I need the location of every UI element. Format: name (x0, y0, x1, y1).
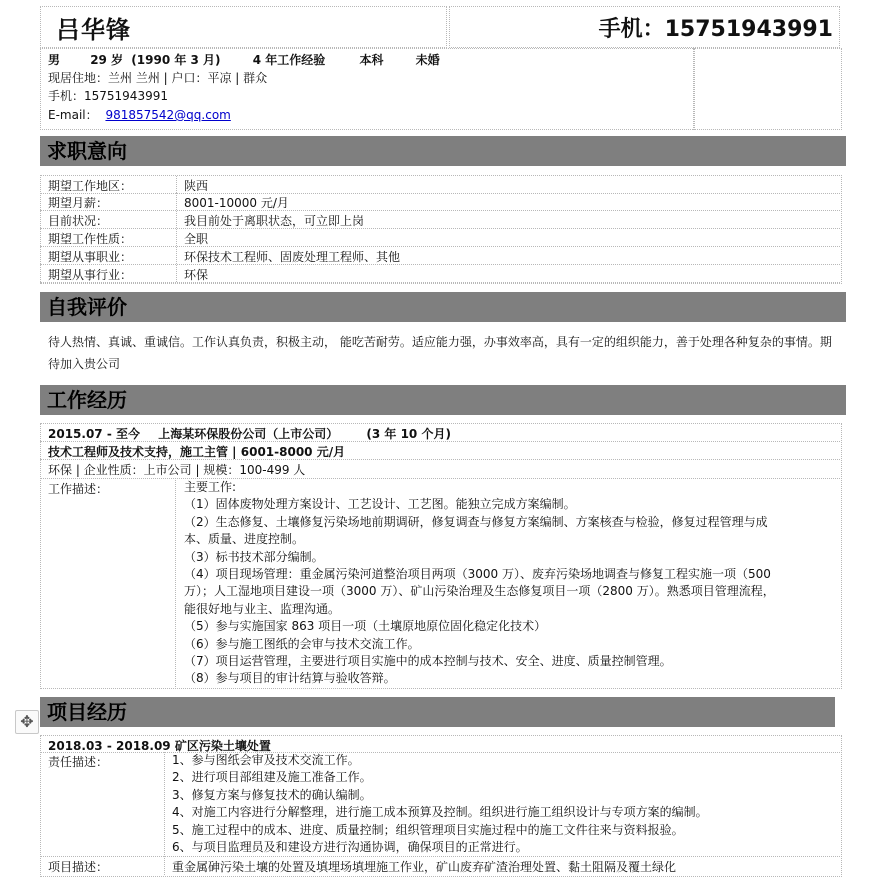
section-project-experience: 项目经历 (40, 697, 835, 727)
work-desc-line: 本、质量、进度控制。 (184, 532, 305, 547)
birth: (1990 年 3 月) (131, 53, 221, 67)
resp-line: 6、与项目监理员及和建设方进行沟通协调，确保项目的正常进行。 (172, 840, 528, 855)
intent-key: 期望工作性质： (48, 232, 133, 246)
intent-key: 期望从事行业： (48, 268, 133, 282)
intent-value: 全职 (184, 232, 209, 246)
basic-summary (48, 51, 440, 68)
project-header: 2018.03 - 2018.09 矿区污染土壤处置 (48, 739, 271, 753)
work-desc-line: （2）生态修复、土壤修复污染场地前期调研，修复调查与修复方案编制、方案核查与检验，修复过程管理与成 (184, 514, 768, 529)
email-link[interactable]: 981857542@qq.com (105, 108, 231, 122)
intent-key: 目前状况： (48, 214, 109, 228)
work-desc-line: （5）参与实施国家 863 项目一项（土壤原地原位固化稳定化技术） (184, 619, 547, 634)
work-desc-line: （1）固体废物处理方案设计、工艺设计、工艺图。能独立完成方案编制。 (184, 497, 576, 512)
project-desc-label: 项目描述： (48, 860, 109, 874)
work-description (184, 479, 775, 688)
work-desc-line: 能很好地与业主、监理沟通。 (184, 601, 341, 616)
intent-key: 期望从事职业： (48, 250, 133, 264)
work-header (48, 425, 451, 442)
section-work-experience: 工作经历 (40, 385, 846, 415)
work-desc-label: 工作描述： (48, 482, 109, 496)
intent-value: 陕西 (184, 179, 209, 193)
move-handle-icon[interactable]: ✥ (15, 710, 39, 734)
work-duration: (3 年 10 个月) (366, 427, 451, 441)
resp-line: 4、对施工内容进行分解整理，进行施工成本预算及控制。组织进行施工组织设计与专项方案的编制。 (172, 805, 708, 820)
photo-placeholder (693, 48, 842, 130)
work-desc-line: 万）；人工湿地项目建设一项（3000 万）、矿山污染治理及生态修复项目一项（2800 万）。熟悉项目管理流程， (184, 584, 775, 599)
work-desc-line: （8）参与项目的审计结算与验收答辩。 (184, 671, 396, 686)
experience: 4 年工作经验 (252, 53, 326, 67)
intent-value: 我目前处于离职状态，可立即上岗 (184, 214, 365, 228)
resp-label: 责任描述： (48, 755, 109, 769)
marital-status: 未婚 (415, 53, 440, 67)
candidate-name: 吕华锋 (56, 16, 131, 44)
email-line (48, 106, 231, 123)
work-desc-line: （6）参与施工图纸的会审与技术交流工作。 (184, 636, 420, 651)
work-period: 2015.07 - 至今 (48, 427, 140, 441)
intent-key: 期望月薪： (48, 196, 109, 210)
divider (175, 478, 176, 687)
resp-line: 1、参与图纸会审及技术交流工作。 (172, 753, 360, 767)
project-description: 重金属砷污染土壤的处置及填埋场填埋施工作业，矿山废弃矿渣治理处置、黏土阻隔及覆土绿化 (172, 860, 677, 874)
education: 本科 (359, 53, 384, 67)
phone-line: 手机：15751943991 (48, 89, 168, 103)
work-company: 上海某环保股份公司（上市公司） (158, 427, 339, 441)
work-title: 技术工程师及技术支持，施工主管 | 6001-8000 元/月 (48, 445, 346, 459)
intent-key: 期望工作地区： (48, 179, 133, 193)
divider (40, 459, 840, 460)
resp-line: 5、施工过程中的成本、进度、质量控制；组织管理项目实施过程中的施工文件往来与资料报验。 (172, 822, 684, 837)
resp-line: 3、修复方案与修复技术的确认编制。 (172, 787, 372, 802)
work-desc-line: （7）项目运营管理，主要进行项目实施中的成本控制与技术、安全、进度、质量控制管理。 (184, 654, 672, 669)
work-desc-line: （3）标书技术部分编制。 (184, 549, 324, 564)
intent-box (40, 175, 842, 284)
gender: 男 (48, 53, 61, 67)
work-meta: 环保 | 企业性质：上市公司 | 规模：100-499 人 (48, 463, 306, 477)
section-job-intention: 求职意向 (40, 136, 846, 166)
work-desc-line: （4）项目现场管理：重金属污染河道整治项目两项（3000 万）、废弃污染场地调查与修复工程实施一项（500 (184, 567, 771, 582)
email-label: E-mail： (48, 108, 98, 122)
work-desc-line: 主要工作: (184, 480, 237, 494)
divider (40, 441, 840, 442)
responsibility-description (172, 752, 708, 856)
section-self-evaluation: 自我评价 (40, 292, 846, 322)
header-phone: 手机：15751943991 (598, 17, 833, 42)
resp-line: 2、进行项目部组建及施工准备工作。 (172, 770, 372, 785)
self-evaluation-text: 待人热情、真诚、重诚信。工作认真负责，积极主动， 能吃苦耐劳。适应能力强，办事效率高，具有一定的组织能力，善于处理各种复杂的事情。期待加入贵公司 (48, 335, 832, 371)
intent-value: 8001-10000 元/月 (184, 196, 289, 210)
intent-value: 环保 (184, 268, 209, 282)
intent-value: 环保技术工程师、固废处理工程师、其他 (184, 250, 401, 264)
age: 29 岁 (90, 53, 124, 67)
divider (40, 856, 840, 857)
residence-line: 现居住地：兰州 兰州 | 户口：平凉 | 群众 (48, 71, 268, 85)
